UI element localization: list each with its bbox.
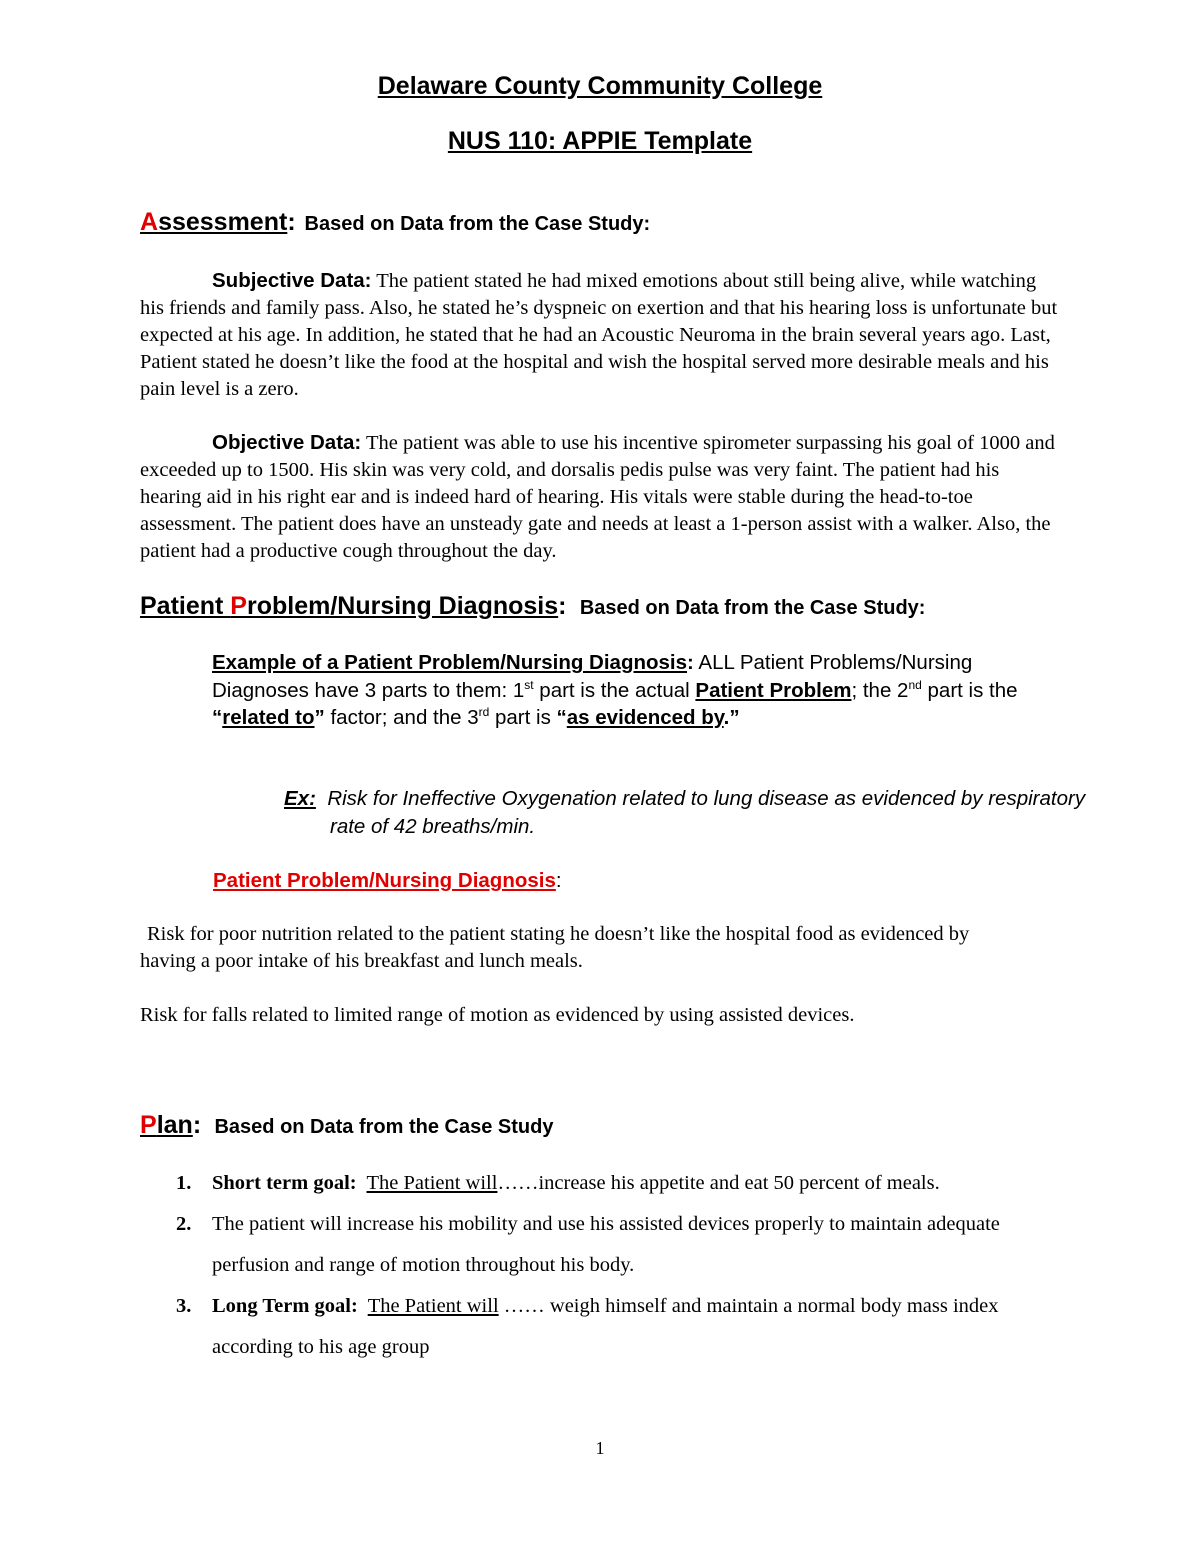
example-paragraph <box>212 649 1062 732</box>
plan-item-number: 3. <box>176 1295 192 1317</box>
example-end: .” <box>723 706 740 729</box>
subjective-data-text: The patient stated he had mixed emotions about still being alive, while watching his friends and family pass. Also, he stated he’s dyspneic on exertion and that his hearing loss is unfortunate but expected at his age. In addition, he stated that he had an Acoustic Neuroma in the brain several years ago. Last, Patient stated he doesn’t like the food at the hospital and wish the hospital served more desirable meals and his pain level is a zero. <box>140 270 1058 400</box>
example-sup-3: rd <box>478 705 490 719</box>
assessment-subheading: Based on Data from the Case Study: <box>304 213 651 235</box>
plan-item-label: Long Term goal: <box>212 1295 358 1317</box>
example-text-2: part is the actual <box>533 678 696 702</box>
plan-item-2 <box>140 1204 1070 1286</box>
diagnosis-subheading: Based on Data from the Case Study: <box>579 597 926 619</box>
plan-item-dots: …… <box>498 1295 545 1317</box>
diagnosis-red-label: Patient Problem/Nursing Diagnosis <box>213 869 556 892</box>
diagnosis-heading-colon: : <box>558 592 567 620</box>
plan-item-text: weigh himself and maintain a normal body mass index according to his age group <box>212 1295 999 1358</box>
objective-data-label: Objective Data: <box>212 431 362 454</box>
example-related-to: related to <box>222 706 315 729</box>
diagnosis-2: Risk for falls related to limited range of motion as evidenced by using assisted devices. <box>140 1004 855 1026</box>
diagnosis-red-label-line <box>213 867 562 895</box>
assessment-heading-colon: : <box>287 208 296 236</box>
college-title: Delaware County Community College <box>377 72 823 100</box>
diagnosis-heading <box>140 592 925 621</box>
plan-heading <box>140 1111 553 1140</box>
example-text-6: part is <box>489 706 557 729</box>
diagnosis-heading-part-a: Patient <box>140 592 231 620</box>
example-patient-problem: Patient Problem <box>695 678 852 702</box>
ex-text: Risk for Ineffective Oxygenation related to lung disease as evidenced by respiratory rate of 42 breaths/min. <box>327 787 1086 838</box>
subjective-data-paragraph <box>140 267 1065 403</box>
plan-heading-colon: : <box>192 1111 202 1139</box>
example-text-4: part is the <box>921 678 1018 702</box>
example-label-colon: : <box>687 651 694 674</box>
example-text-3: ; the 2 <box>851 678 909 702</box>
example-sup-1: st <box>524 677 534 692</box>
example-text-1: ALL Patient Problems/Nursing Diagnoses have 3 parts to them: 1 <box>212 651 973 702</box>
plan-subheading: Based on Data from the Case Study <box>214 1116 554 1138</box>
plan-list <box>140 1163 1070 1368</box>
plan-item-underlined: The Patient will <box>367 1295 499 1317</box>
example-sup-2: nd <box>908 677 922 692</box>
example-quote-open-1: “ <box>212 706 223 729</box>
page-number: 1 <box>595 1438 605 1458</box>
subjective-data-label: Subjective Data: <box>212 269 372 292</box>
diagnosis-red-colon: : <box>555 869 562 892</box>
assessment-heading-letter: A <box>140 208 159 236</box>
plan-item-3 <box>140 1286 1070 1368</box>
example-as-evidenced-by: as evidenced by <box>566 706 724 729</box>
assessment-heading-rest: ssessment <box>158 208 288 236</box>
objective-data-paragraph <box>140 429 1065 565</box>
objective-data-text: The patient was able to use his incentive spirometer surpassing his goal of 1000 and exceeded up to 1500. His skin was very cold, and dorsalis pedis pulse was very faint. The patient had his hearing aid in his right ear and is indeed hard of hearing. His vitals were stable during the head-to-toe assessment. The patient does have an unsteady gate and needs at least a 1-person assist with a walker. Also, the patient had a productive cough throughout the day. <box>140 432 1055 562</box>
template-title: NUS 110: APPIE Template <box>447 127 753 155</box>
example-quote-open-2: “ <box>556 706 567 729</box>
diagnosis-heading-letter: P <box>230 592 247 620</box>
plan-item-number: 1. <box>176 1172 192 1194</box>
plan-item-number: 2. <box>176 1213 192 1235</box>
plan-heading-letter: P <box>140 1111 157 1139</box>
plan-item-dots: …… <box>497 1172 539 1194</box>
plan-item-1 <box>140 1163 1070 1204</box>
plan-heading-rest: lan <box>156 1111 193 1139</box>
assessment-heading <box>140 208 650 237</box>
diagnosis-1: Risk for poor nutrition related to the patient stating he doesn’t like the hospital food as evidenced by having a poor intake of his breakfast and lunch meals. <box>140 923 970 972</box>
example-ex-block <box>284 785 1120 840</box>
example-text-5: factor; and the 3 <box>324 706 479 729</box>
ex-label: Ex: <box>284 787 316 810</box>
plan-item-underlined: The Patient will <box>366 1172 498 1194</box>
plan-item-label: Short term goal: <box>212 1172 357 1194</box>
plan-item-text: The patient will increase his mobility and use his assisted devices properly to maintain adequate perfusion and range of motion throughout his body. <box>212 1213 1000 1276</box>
example-quote-close-1: ” <box>314 706 325 729</box>
diagnosis-heading-part-b: roblem/Nursing Diagnosis <box>246 592 559 620</box>
plan-item-text: increase his appetite and eat 50 percent of meals. <box>538 1172 940 1194</box>
example-label: Example of a Patient Problem/Nursing Diagnosis <box>212 651 688 674</box>
